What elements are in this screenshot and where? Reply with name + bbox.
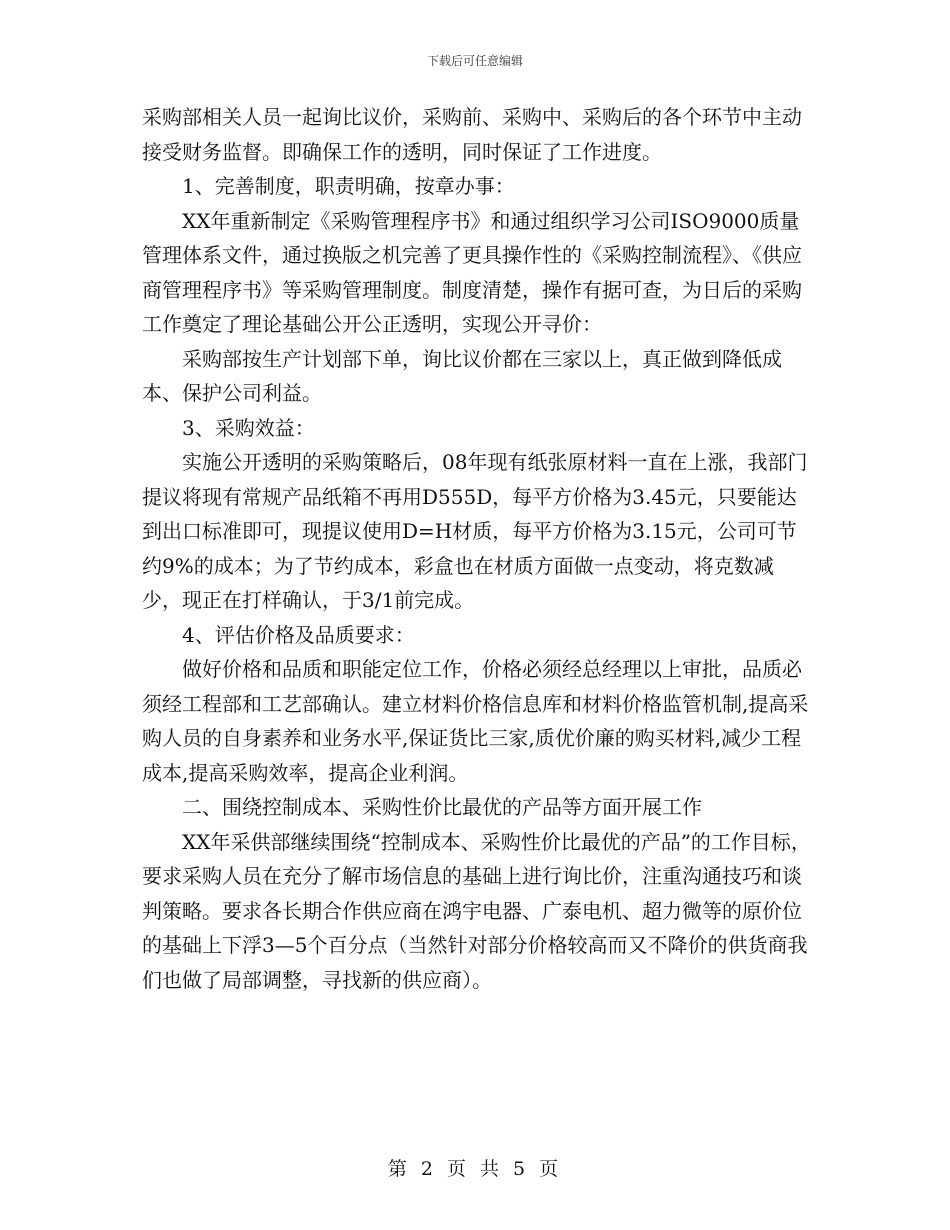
section-heading: 1、完善制度，职责明确，按章办事： bbox=[182, 174, 515, 198]
paragraph: XX年采供部继续围绕“控制成本、采购性价比最优的产品”的工作目标，要求采购人员在充分了解市场信息的基础上进行询比价，注重沟通技巧和谈判策略。要求各长期合作供应商在鸿宇电器、广泰电机、超力微等的原价位的基础上下浮3—5个百分点（当然针对部分价格较高而又不降价的供货商我们也做了局部调整，寻找新的供应商）。 bbox=[142, 829, 811, 992]
page-header-note: 下载后可任意编辑 bbox=[426, 54, 523, 68]
paragraph: 采购部相关人员一起询比议价，采购前、采购中、采购后的各个环节中主动接受财务监督。即确保工作的透明，同时保证了工作进度。 bbox=[142, 105, 802, 164]
section-heading: 3、采购效益： bbox=[182, 415, 315, 440]
paragraph: XX年重新制定《采购管理程序书》和通过组织学习公司ISO9000质量管理体系文件，通过换版之机完善了更具操作性的《采购控制流程》、《供应商管理程序书》等采购管理制度。制度清楚，操作有据可查，为日后的采购工作奠定了理论基础公开公正透明，实现公开寻价： bbox=[142, 208, 802, 336]
paragraph: 实施公开透明的采购策略后，08年现有纸张原材料一直在上涨，我部门提议将现有常规产品纸箱不再用D555D，每平方价格为3.45元，只要能达到出口标准即可，现提议使用D=H材质，每平方价格为3.15元，公司可节约9%的成本；为了节约成本，彩盒也在材质方面做一点变动，将克数减少，现正在打样确认，于3/1前完成。 bbox=[142, 450, 808, 612]
paragraph: 做好价格和品质和职能定位工作，价格必须经总经理以上审批，品质必须经工程部和工艺部确认。建立材料价格信息库和材料价格监管机制,提高采购人员的自身素养和业务水平,保证货比三家,质优价廉的购买材料,减少工程成本,提高采购效率，提高企业利润。 bbox=[142, 657, 809, 785]
section-heading: 二、围绕控制成本、采购性价比最优的产品等方面开展工作 bbox=[182, 795, 702, 819]
paragraph: 采购部按生产计划部下单，询比议价都在三家以上，真正做到降低成本、保护公司利益。 bbox=[142, 346, 782, 405]
section-heading: 4、评估价格及品质要求： bbox=[182, 622, 415, 647]
document-body bbox=[142, 100, 812, 997]
page-number: 第 2 页 共 5 页 bbox=[387, 1158, 563, 1180]
